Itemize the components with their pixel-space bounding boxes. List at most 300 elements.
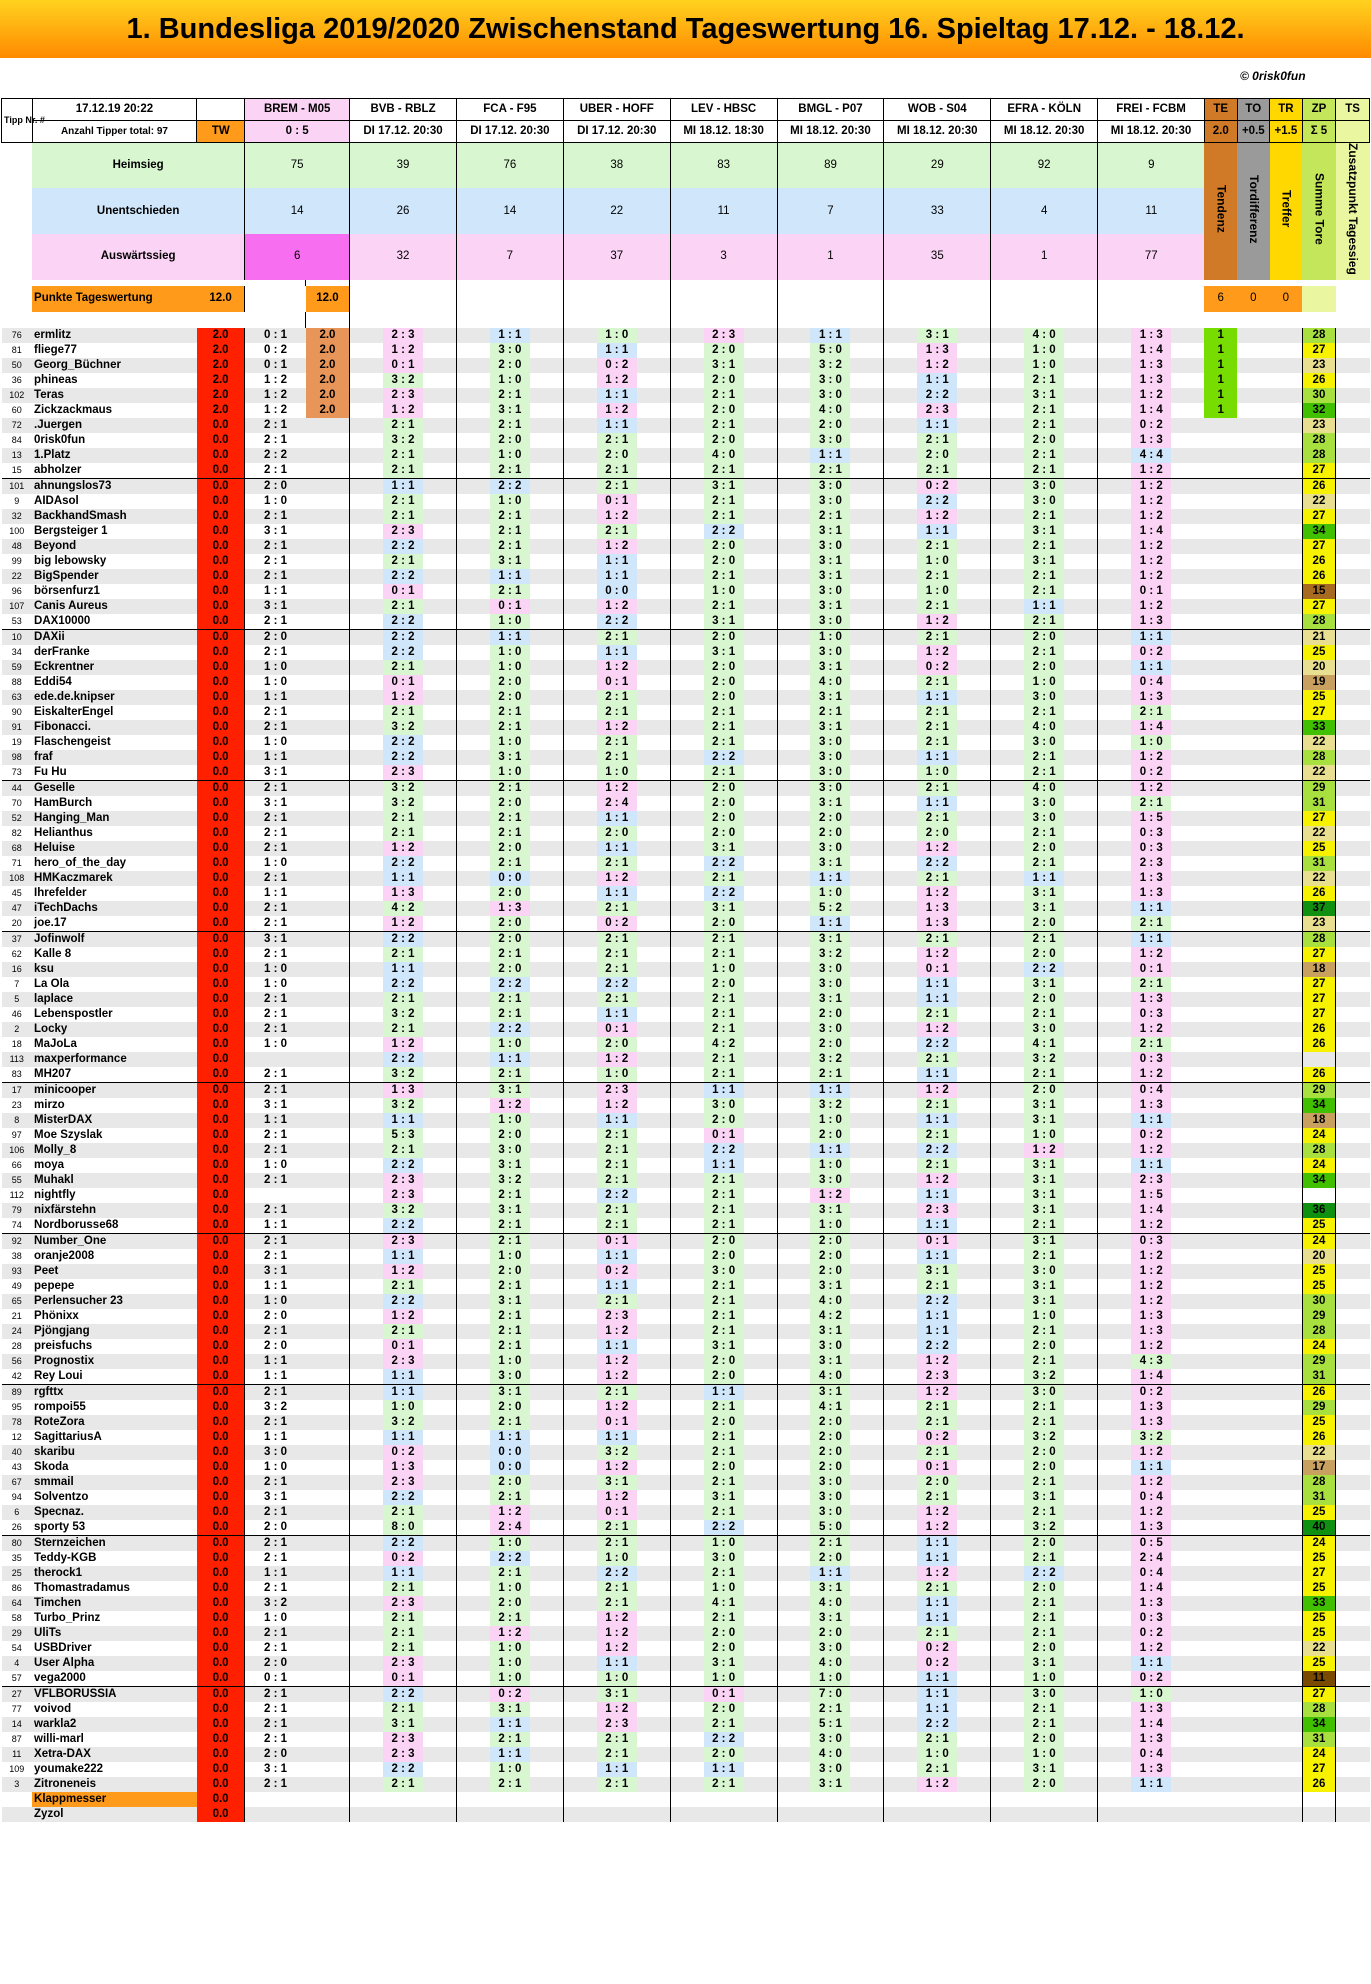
tip-value: 2 : 1 — [383, 1324, 423, 1339]
zp-value: 33 — [1302, 720, 1336, 735]
tip-cell — [777, 1626, 884, 1641]
tip-cell — [991, 569, 1098, 584]
tip-value: 1 : 3 — [1131, 1762, 1171, 1777]
tip-cell — [777, 977, 884, 992]
tip-value: 4 : 2 — [383, 901, 423, 916]
tw-value: 0.0 — [197, 1264, 245, 1279]
tip-cell — [563, 826, 670, 841]
tip-cell — [350, 1113, 457, 1128]
tip-value: 3 : 0 — [1024, 479, 1064, 494]
tip-value: 1 : 1 — [810, 1083, 850, 1098]
tip-cell — [1098, 494, 1205, 509]
tip-value: 5 : 1 — [810, 1717, 850, 1732]
tip-value: 1 : 2 — [1131, 1294, 1171, 1309]
tip-value: 2 : 1 — [704, 1566, 744, 1581]
tip-value: 2 : 1 — [383, 1581, 423, 1596]
tip-cell — [456, 1807, 563, 1822]
spacer-cell — [1270, 312, 1303, 328]
tip-cell — [1098, 1732, 1205, 1747]
tip-cell — [884, 1807, 991, 1822]
tip-value: 1 : 3 — [1131, 1098, 1171, 1113]
tip-value: 2 : 0 — [810, 1551, 850, 1566]
tipper-number: 82 — [11, 827, 22, 838]
tip-cell — [456, 1158, 563, 1173]
tip-cell — [991, 886, 1098, 901]
tip-cell — [350, 403, 457, 418]
zp-value: 28 — [1302, 1702, 1336, 1717]
tw-value: 0.0 — [197, 931, 245, 947]
tipper-name: Xetra-DAX — [34, 1747, 91, 1760]
tip-cell — [350, 569, 457, 584]
tip-cell — [670, 901, 777, 916]
tip-cell — [991, 614, 1098, 630]
tip-cell — [777, 1535, 884, 1551]
tip-cell — [777, 1566, 884, 1581]
tw-value: 0.0 — [197, 871, 245, 886]
to-value — [1237, 992, 1270, 1007]
to-value — [1237, 1264, 1270, 1279]
tip-cell — [456, 343, 563, 358]
tw-value: 0.0 — [197, 599, 245, 614]
tip-value: 2 : 1 — [383, 599, 423, 614]
tip-value: 2 : 1 — [1131, 977, 1171, 992]
tip-brem: 0 : 2 — [245, 343, 306, 358]
tip-cell — [991, 1007, 1098, 1022]
tip-value: 2 : 2 — [704, 856, 744, 871]
tip-cell — [563, 1249, 670, 1264]
ts-value — [1336, 1762, 1370, 1777]
table-row — [2, 1762, 1370, 1777]
tip-cell — [670, 1173, 777, 1188]
tipper-name: youmake222 — [34, 1762, 104, 1775]
tip-cell — [991, 1067, 1098, 1083]
tip-cell — [1098, 780, 1205, 796]
tip-value: 2 : 0 — [704, 977, 744, 992]
tip-cell — [1098, 554, 1205, 569]
te-value: 1 — [1204, 403, 1237, 418]
tw-value: 0.0 — [197, 554, 245, 569]
tip-value: 1 : 1 — [704, 1385, 744, 1400]
tr-value — [1270, 1233, 1303, 1249]
tip-value: 3 : 2 — [1131, 1430, 1171, 1445]
ts-value — [1336, 750, 1370, 765]
tip-cell — [777, 1807, 884, 1822]
zp-value: 21 — [1302, 629, 1336, 645]
tip-value: 1 : 2 — [383, 916, 423, 931]
tip-value: 2 : 1 — [383, 1611, 423, 1626]
to-value — [1237, 901, 1270, 916]
ts-value — [1336, 931, 1370, 947]
tip-value: 1 : 1 — [1024, 871, 1064, 886]
tw-value: 0.0 — [197, 1535, 245, 1551]
tip-value: 2 : 0 — [810, 1445, 850, 1460]
tip-cell — [456, 1082, 563, 1098]
tr-value — [1270, 1264, 1303, 1279]
tip-value: 1 : 2 — [1024, 1143, 1064, 1158]
tr-value — [1270, 1082, 1303, 1098]
tipper-number: 23 — [11, 1099, 22, 1110]
tip-value: 1 : 1 — [383, 1113, 423, 1128]
tip-cell — [670, 1052, 777, 1067]
tw-value: 0.0 — [197, 1566, 245, 1581]
zp-value: 29 — [1302, 1354, 1336, 1369]
to-value — [1237, 1113, 1270, 1128]
te-value — [1204, 1309, 1237, 1324]
tip-cell — [456, 1717, 563, 1732]
to-value — [1237, 811, 1270, 826]
tip-cell — [1098, 584, 1205, 599]
tip-cell — [350, 448, 457, 463]
tipper-name: Geselle — [32, 780, 197, 796]
tipper-name: Georg_Büchner — [34, 358, 121, 371]
tipper-number: 36 — [11, 374, 22, 385]
tw-value: 0.0 — [197, 675, 245, 690]
tip-cell — [456, 1188, 563, 1203]
tip-value: 2 : 1 — [597, 1536, 637, 1551]
te-value — [1204, 1460, 1237, 1475]
tip-value: 3 : 1 — [810, 992, 850, 1007]
tipper-number: 3 — [14, 1778, 20, 1789]
zp-value: 26 — [1302, 569, 1336, 584]
tip-value: 2 : 1 — [917, 630, 957, 645]
ts-value — [1336, 1656, 1370, 1671]
tip-value: 3 : 1 — [1024, 1279, 1064, 1294]
tip-cell — [1098, 478, 1205, 494]
tip-cell — [884, 1218, 991, 1234]
tip-cell — [670, 1792, 777, 1807]
tip-value: 1 : 2 — [597, 1354, 637, 1369]
tip-cell — [1098, 1611, 1205, 1626]
tip-cell — [670, 1067, 777, 1083]
tipper-number: 95 — [11, 1401, 22, 1412]
tip-value: 2 : 0 — [704, 403, 744, 418]
to-value — [1237, 539, 1270, 554]
tip-cell — [456, 358, 563, 373]
tr-value — [1270, 1218, 1303, 1234]
stats-value-0-3: 38 — [563, 143, 670, 189]
te-value — [1204, 1233, 1237, 1249]
tr-value — [1270, 1384, 1303, 1400]
tip-cell — [456, 1203, 563, 1218]
tip-cell — [456, 1596, 563, 1611]
tip-value: 1 : 1 — [1131, 630, 1171, 645]
tip-cell — [884, 1098, 991, 1113]
tip-cell — [1098, 629, 1205, 645]
brem-points — [306, 1128, 350, 1143]
tip-cell — [670, 947, 777, 962]
tw-value: 0.0 — [197, 584, 245, 599]
ts-value — [1336, 478, 1370, 494]
ts-header: TS — [1336, 99, 1370, 121]
tip-value: 3 : 1 — [917, 1264, 957, 1279]
ts-value — [1336, 1566, 1370, 1581]
te-value — [1204, 1777, 1237, 1792]
tw-value: 0.0 — [197, 1686, 245, 1702]
table-row — [2, 1294, 1370, 1309]
ts-value — [1336, 494, 1370, 509]
tr-value — [1270, 1249, 1303, 1264]
brem-points — [306, 494, 350, 509]
tip-cell — [456, 1113, 563, 1128]
tipper-name: Nordborusse68 — [34, 1218, 119, 1231]
tipper-name: Helianthus — [34, 826, 93, 839]
tip-cell — [991, 675, 1098, 690]
brem-points — [306, 629, 350, 645]
ts-value — [1336, 1581, 1370, 1596]
tip-value: 1 : 0 — [490, 614, 530, 629]
tip-value: 3 : 1 — [917, 328, 957, 343]
tip-value: 2 : 0 — [490, 916, 530, 931]
tip-cell — [1098, 524, 1205, 539]
tipper-number: 99 — [11, 555, 22, 566]
tip-value: 1 : 1 — [917, 1536, 957, 1551]
table-row — [2, 1581, 1370, 1596]
tip-cell — [1098, 1324, 1205, 1339]
tip-value: 1 : 3 — [1131, 373, 1171, 388]
tip-brem: 2 : 1 — [245, 1067, 306, 1083]
tip-cell — [1098, 1188, 1205, 1203]
tw-value: 0.0 — [197, 463, 245, 479]
brem-points — [306, 1173, 350, 1188]
tr-value: +1.5 — [1270, 121, 1303, 143]
to-value — [1237, 1566, 1270, 1581]
tip-cell — [350, 1702, 457, 1717]
te-value — [1204, 1128, 1237, 1143]
ts-value — [1336, 705, 1370, 720]
tip-cell — [1098, 539, 1205, 554]
tip-cell — [884, 373, 991, 388]
tip-cell — [670, 1445, 777, 1460]
tip-value: 2 : 2 — [383, 1158, 423, 1173]
tip-cell — [670, 1732, 777, 1747]
tw-value: 2.0 — [197, 373, 245, 388]
tip-value: 2 : 0 — [490, 1128, 530, 1143]
tip-value: 2 : 0 — [490, 358, 530, 373]
table-row — [2, 1052, 1370, 1067]
tip-cell — [1098, 690, 1205, 705]
tipper-name: Number_One — [32, 1233, 197, 1249]
tip-value: 2 : 1 — [917, 1128, 957, 1143]
tip-value: 2 : 1 — [490, 418, 530, 433]
brem-points — [306, 841, 350, 856]
tr-value — [1270, 1143, 1303, 1158]
zp-value — [1302, 1188, 1336, 1203]
table-row — [2, 1369, 1370, 1385]
tw-value: 0.0 — [197, 1596, 245, 1611]
tip-value: 2 : 1 — [704, 735, 744, 750]
zp-value: 27 — [1302, 705, 1336, 720]
te-value — [1204, 1249, 1237, 1264]
te-value — [1204, 1807, 1237, 1822]
tip-cell — [563, 1339, 670, 1354]
tr-value — [1270, 1369, 1303, 1385]
tip-brem: 2 : 1 — [245, 1505, 306, 1520]
tip-cell — [1098, 1369, 1205, 1385]
table-row — [2, 1309, 1370, 1324]
tipper-number: 21 — [11, 1310, 22, 1321]
tip-cell — [991, 524, 1098, 539]
brem-points: 2.0 — [306, 403, 350, 418]
te-value — [1204, 1762, 1237, 1777]
table-row — [2, 1233, 1370, 1249]
te-value — [1204, 841, 1237, 856]
tip-cell — [884, 1762, 991, 1777]
table-row — [2, 901, 1370, 916]
tip-value: 2 : 1 — [597, 1777, 637, 1792]
tipper-number: 56 — [11, 1355, 22, 1366]
tipper-name: USBDriver — [34, 1641, 92, 1654]
tip-value: 3 : 0 — [810, 735, 850, 750]
tip-cell — [563, 1535, 670, 1551]
zp-value: 25 — [1302, 1279, 1336, 1294]
tip-cell — [777, 1641, 884, 1656]
spacer-cell — [32, 312, 197, 328]
copyright: © 0risk0fun — [1240, 69, 1306, 83]
to-value — [1237, 1158, 1270, 1173]
tip-value: 1 : 3 — [383, 1083, 423, 1098]
tip-brem: 1 : 0 — [245, 1037, 306, 1052]
tip-value: 2 : 0 — [490, 1264, 530, 1279]
tip-value: 2 : 1 — [383, 1505, 423, 1520]
tip-cell — [563, 584, 670, 599]
tip-value: 1 : 2 — [597, 720, 637, 735]
tip-cell — [777, 1490, 884, 1505]
brem-points — [306, 1535, 350, 1551]
ts-value — [1336, 1430, 1370, 1445]
brem-points — [306, 1807, 350, 1822]
tip-brem: 2 : 1 — [245, 826, 306, 841]
tip-value: 1 : 0 — [1131, 735, 1171, 750]
tip-cell — [456, 1037, 563, 1052]
tw-value: 0.0 — [197, 629, 245, 645]
tip-cell — [884, 614, 991, 630]
tip-value: 1 : 2 — [597, 1460, 637, 1475]
tipper-number: 6 — [14, 1506, 20, 1517]
punkte-ts — [1336, 286, 1370, 312]
tip-cell — [563, 735, 670, 750]
tip-cell — [456, 1475, 563, 1490]
te-value — [1204, 1626, 1237, 1641]
tip-cell — [350, 1218, 457, 1234]
tip-brem: 2 : 1 — [245, 916, 306, 932]
tip-cell — [777, 433, 884, 448]
table-row — [2, 1143, 1370, 1158]
tip-cell — [563, 931, 670, 947]
tr-value — [1270, 1656, 1303, 1671]
tip-value: 1 : 1 — [1131, 901, 1171, 916]
tipper-number: 15 — [11, 464, 22, 475]
punkte-row — [2, 286, 1370, 312]
tip-value: 2 : 1 — [1024, 1551, 1064, 1566]
tip-value: 3 : 0 — [1024, 1687, 1064, 1702]
tip-cell — [456, 463, 563, 479]
tip-value: 2 : 1 — [917, 1762, 957, 1777]
tip-cell — [670, 1203, 777, 1218]
tw-value: 0.0 — [197, 1732, 245, 1747]
te-value — [1204, 584, 1237, 599]
tip-value: 1 : 4 — [1131, 1203, 1171, 1218]
tip-cell — [991, 1384, 1098, 1400]
tw-value: 0.0 — [197, 1218, 245, 1234]
tip-brem: 1 : 0 — [245, 1611, 306, 1626]
tw-value: 0.0 — [197, 1324, 245, 1339]
tip-value: 0 : 1 — [383, 1339, 423, 1354]
tip-cell — [884, 1460, 991, 1475]
tip-value: 2 : 1 — [704, 1324, 744, 1339]
stats-value-2-8: 77 — [1098, 234, 1205, 280]
tip-value: 1 : 3 — [383, 1460, 423, 1475]
tip-value: 3 : 0 — [704, 1098, 744, 1113]
tw-value: 0.0 — [197, 856, 245, 871]
te-value — [1204, 1702, 1237, 1717]
tip-value: 3 : 2 — [383, 720, 423, 735]
tip-value: 3 : 0 — [810, 1475, 850, 1490]
tipper-number: 79 — [11, 1204, 22, 1215]
tip-brem: 2 : 0 — [245, 629, 306, 645]
tip-cell — [1098, 1641, 1205, 1656]
tip-cell — [777, 1415, 884, 1430]
zp-value — [1302, 1807, 1336, 1822]
tip-value: 2 : 2 — [917, 1143, 957, 1158]
tip-brem: 1 : 2 — [245, 403, 306, 418]
te-value — [1204, 1792, 1237, 1807]
match-date-7: MI 18.12. 20:30 — [991, 121, 1098, 143]
tipper-name: preisfuchs — [34, 1339, 93, 1352]
tipper-number: 32 — [11, 510, 22, 521]
tip-cell — [991, 1354, 1098, 1369]
zp-value: 24 — [1302, 1128, 1336, 1143]
tip-cell — [884, 599, 991, 614]
brem-points — [306, 1309, 350, 1324]
tip-cell — [563, 1037, 670, 1052]
tipper-number: 20 — [11, 917, 22, 928]
stats-value-0-6: 29 — [884, 143, 991, 189]
stats-label-1: Unentschieden — [32, 188, 245, 234]
brem-points — [306, 735, 350, 750]
tip-cell — [670, 1022, 777, 1037]
tip-cell — [991, 977, 1098, 992]
spacer-cell — [670, 312, 777, 328]
tip-brem: 1 : 0 — [245, 675, 306, 690]
tipper-number: 98 — [11, 751, 22, 762]
tip-cell — [991, 1037, 1098, 1052]
tip-cell — [563, 1067, 670, 1083]
tip-cell — [777, 645, 884, 660]
tip-value: 4 : 2 — [810, 1309, 850, 1324]
tip-value: 2 : 3 — [383, 1656, 423, 1671]
tip-value: 1 : 0 — [383, 1400, 423, 1415]
to-value — [1237, 1324, 1270, 1339]
tipper-number: 90 — [11, 706, 22, 717]
tip-cell — [991, 1249, 1098, 1264]
tip-value: 2 : 0 — [704, 539, 744, 554]
tip-cell — [456, 720, 563, 735]
stats-value-0-5: 89 — [777, 143, 884, 189]
tip-cell — [456, 1430, 563, 1445]
tip-value: 3 : 1 — [1024, 1762, 1064, 1777]
te-value — [1204, 1475, 1237, 1490]
tipper-number: 53 — [11, 615, 22, 626]
te-value — [1204, 720, 1237, 735]
table-row — [2, 463, 1370, 479]
tip-value: 2 : 1 — [704, 1218, 744, 1233]
tip-value: 1 : 1 — [490, 1717, 530, 1732]
tip-cell — [884, 1173, 991, 1188]
tipper-number: 92 — [2, 1233, 33, 1249]
tip-value: 1 : 1 — [917, 1113, 957, 1128]
tip-cell — [563, 388, 670, 403]
tip-cell — [991, 856, 1098, 871]
